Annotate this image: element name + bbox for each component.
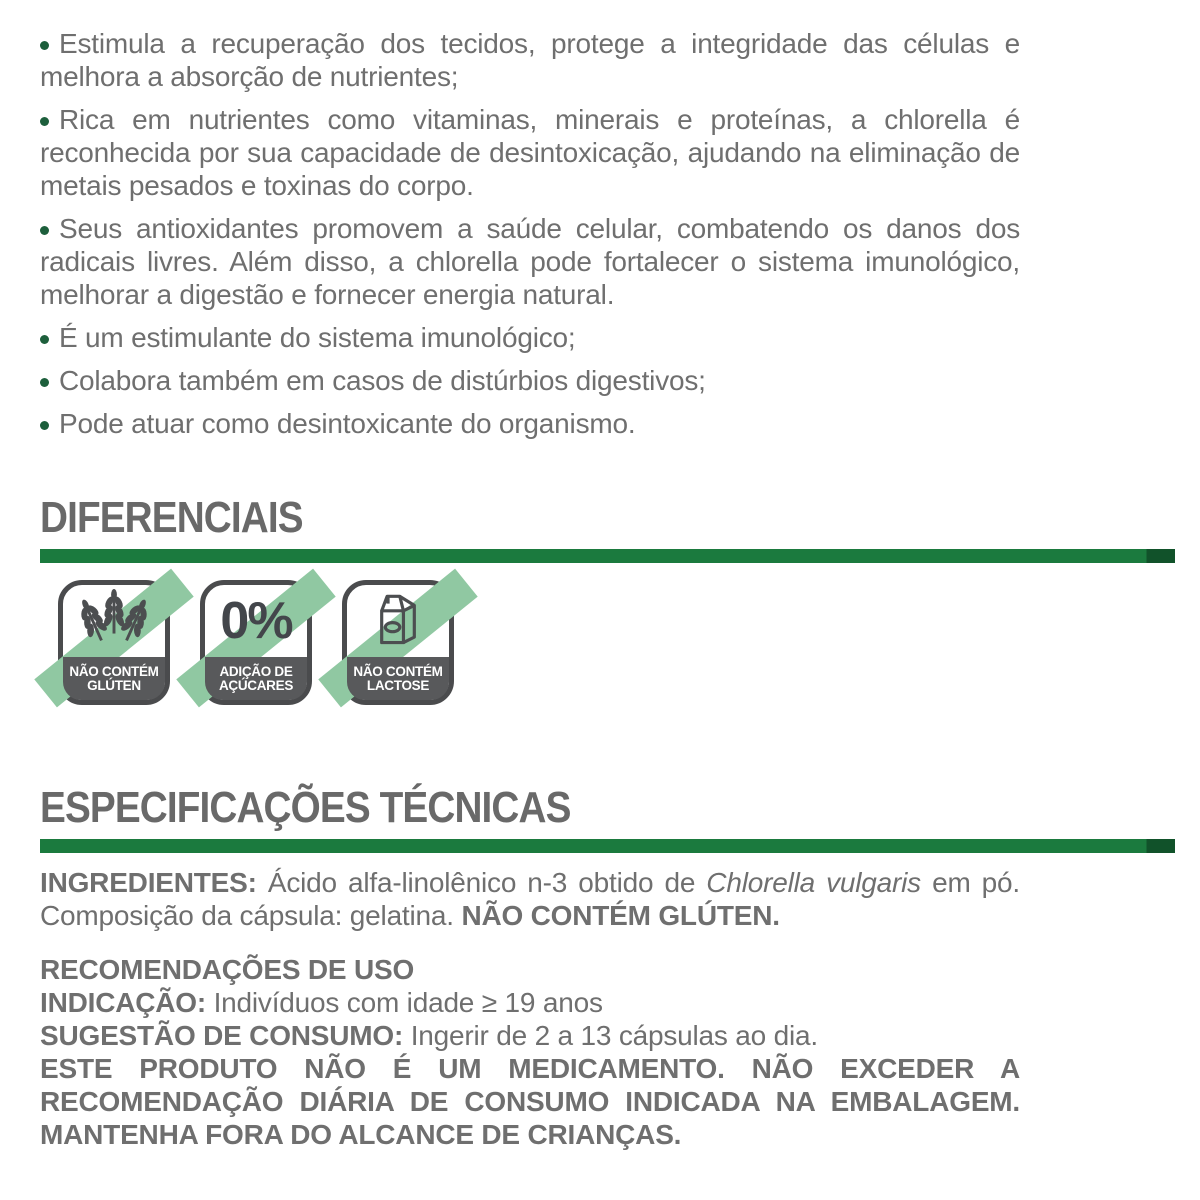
- milk-carton-icon: [342, 582, 454, 656]
- list-item: [40, 321, 1020, 354]
- badge-label: [347, 657, 449, 700]
- badge-label-line: AÇÚCARES: [218, 677, 294, 693]
- badge-zero-sugar: [200, 580, 312, 705]
- ingredients-text: em pó. Composição da cápsula: gelatina.: [40, 867, 1020, 931]
- bullet-icon: [40, 117, 49, 126]
- badge-label: [205, 657, 307, 700]
- zero-percent-text: 0%: [220, 592, 292, 650]
- benefit-text: Seus antioxidantes promovem a saúde celular, combatendo os danos dos radicais livres. Além disso, a chlorella pode fortalecer o sistema imunológico, melhorar a digestão e fornecer energia natural.: [40, 213, 1020, 310]
- ingredients-paragraph: [40, 866, 1020, 932]
- ingredients-label: INGREDIENTES:: [40, 867, 268, 898]
- badge-label-line: LACTOSE: [366, 677, 430, 693]
- bullet-icon: [40, 421, 49, 430]
- bullet-icon: [40, 226, 49, 235]
- list-item: [40, 212, 1020, 311]
- wheat-icon: [58, 582, 170, 656]
- benefit-text: Pode atuar como desintoxicante do organismo.: [59, 408, 636, 439]
- section-title-diferenciais: DIFERENCIAIS: [40, 493, 303, 542]
- badge-label-line: NÃO CONTÉM: [353, 663, 443, 679]
- list-item: [40, 364, 1020, 397]
- consumption-line: [40, 1019, 1020, 1052]
- benefit-text: Estimula a recuperação dos tecidos, protege a integridade das células e melhora a absorção de nutrientes;: [40, 28, 1020, 92]
- section-divider: [40, 839, 1175, 853]
- bullet-icon: [40, 335, 49, 344]
- section-title-especificacoes: ESPECIFICAÇÕES TÉCNICAS: [40, 783, 571, 832]
- zero-percent-icon: [200, 582, 312, 656]
- badge-label-line: ADIÇÃO DE: [219, 663, 293, 679]
- recommendations-title: RECOMENDAÇÕES DE USO: [40, 954, 415, 985]
- badge-gluten-free: [58, 580, 170, 705]
- badge-lactose-free: [342, 580, 454, 705]
- bullet-icon: [40, 378, 49, 387]
- benefit-text: Colabora também em casos de distúrbios digestivos;: [59, 365, 706, 396]
- bullet-icon: [40, 41, 49, 50]
- list-item: [40, 27, 1020, 93]
- gluten-free-statement: NÃO CONTÉM GLÚTEN.: [461, 900, 780, 931]
- consumption-text: Ingerir de 2 a 13 cápsulas ao dia.: [410, 1020, 818, 1051]
- species-name: Chlorella vulgaris: [706, 867, 921, 898]
- consumption-label: SUGESTÃO DE CONSUMO:: [40, 1020, 411, 1051]
- section-divider: [40, 549, 1175, 563]
- list-item: [40, 103, 1020, 202]
- recommendations-block: [40, 953, 1020, 1151]
- badge-label-line: NÃO CONTÉM: [69, 663, 159, 679]
- badges-row: [58, 580, 1200, 705]
- list-item: [40, 407, 1020, 440]
- warning-paragraph: ESTE PRODUTO NÃO É UM MEDICAMENTO. NÃO EXCEDER A RECOMENDAÇÃO DIÁRIA DE CONSUMO INDICADA NA EMBALAGEM. MANTENHA FORA DO ALCANCE DE CRIANÇAS.: [40, 1053, 1020, 1150]
- ingredients-text: Ácido alfa-linolênico n-3 obtido de: [267, 867, 707, 898]
- indication-label: INDICAÇÃO:: [40, 987, 214, 1018]
- indication-line: [40, 986, 1020, 1019]
- benefits-list: [40, 27, 1020, 440]
- benefit-text: Rica em nutrientes como vitaminas, minerais e proteínas, a chlorella é reconhecida por sua capacidade de desintoxicação, ajudando na eliminação de metais pesados e toxinas do corpo.: [40, 104, 1020, 201]
- badge-label: [63, 657, 165, 700]
- badge-label-line: GLÚTEN: [87, 677, 141, 693]
- indication-text: Indivíduos com idade ≥ 19 anos: [213, 987, 603, 1018]
- benefit-text: É um estimulante do sistema imunológico;: [59, 322, 576, 353]
